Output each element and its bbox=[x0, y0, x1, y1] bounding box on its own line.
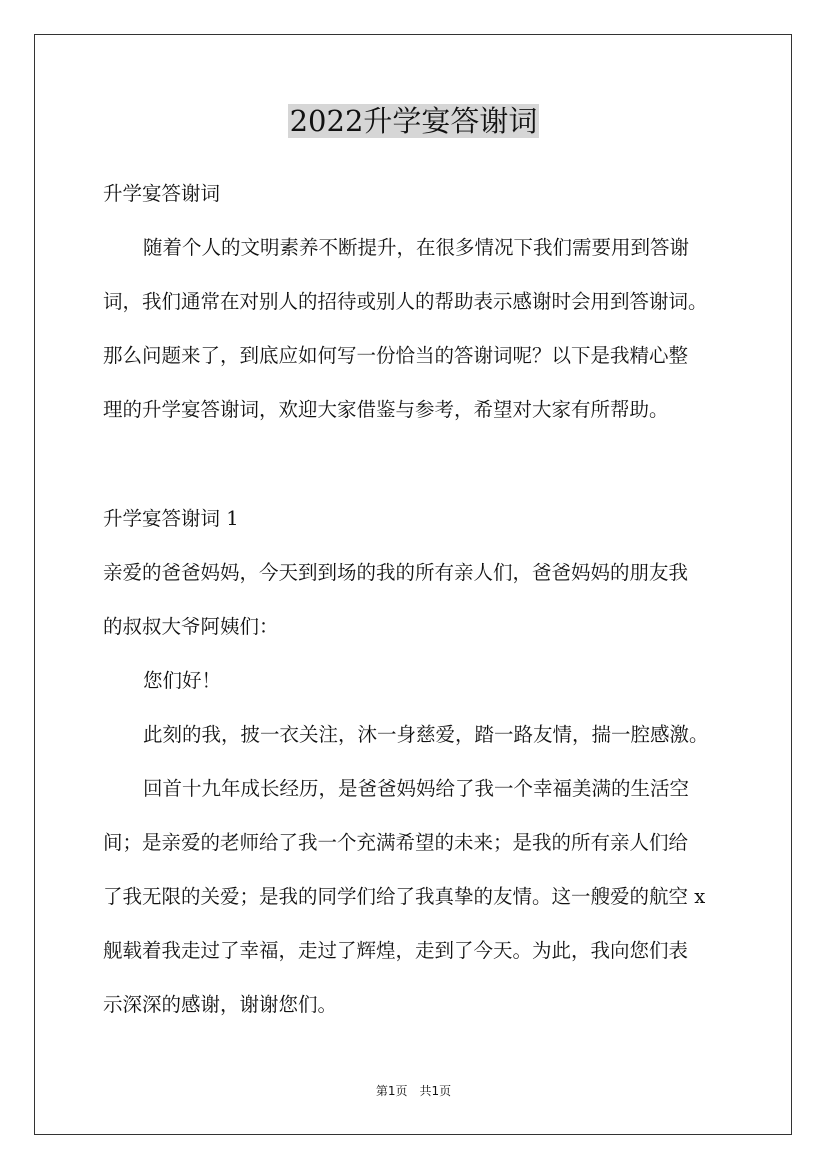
paragraph-line: 了我无限的关爱；是我的同学们给了我真挚的友情。这一艘爱的航空 x bbox=[103, 885, 706, 908]
paragraph-line: 回首十九年成长经历，是爸爸妈妈给了我一个幸福美满的生活空 bbox=[143, 777, 690, 800]
intro-line: 那么问题来了，到底应如何写一份恰当的答谢词呢？以下是我精心整 bbox=[103, 344, 689, 367]
paragraph-line: 间；是亲爱的老师给了我一个充满希望的未来；是我的所有亲人们给 bbox=[103, 831, 689, 854]
intro-line: 理的升学宴答谢词，欢迎大家借鉴与参考，希望对大家有所帮助。 bbox=[103, 398, 669, 421]
intro-line: 词，我们通常在对别人的招待或别人的帮助表示感谢时会用到答谢词。 bbox=[103, 290, 708, 313]
section-title: 升学宴答谢词 1 bbox=[103, 507, 239, 530]
document-title bbox=[0, 101, 827, 141]
document-heading: 升学宴答谢词 bbox=[103, 182, 221, 205]
greeting-line: 您们好！ bbox=[143, 669, 222, 692]
paragraph-line: 此刻的我，披一衣关注，沐一身慈爱，踏一路友情，揣一腔感激。 bbox=[143, 723, 709, 746]
paragraph-line: 舰载着我走过了幸福，走过了辉煌，走到了今天。为此，我向您们表 bbox=[103, 939, 689, 962]
document-title-text: 2022升学宴答谢词 bbox=[289, 104, 538, 138]
paragraph-line: 示深深的感谢，谢谢您们。 bbox=[103, 993, 338, 1016]
salutation-line: 的叔叔大爷阿姨们： bbox=[103, 615, 279, 638]
salutation-line: 亲爱的爸爸妈妈，今天到到场的我的所有亲人们，爸爸妈妈的朋友我 bbox=[103, 561, 689, 584]
intro-line: 随着个人的文明素养不断提升，在很多情况下我们需要用到答谢 bbox=[143, 236, 690, 259]
page-footer: 第1页 共1页 bbox=[375, 1084, 452, 1098]
